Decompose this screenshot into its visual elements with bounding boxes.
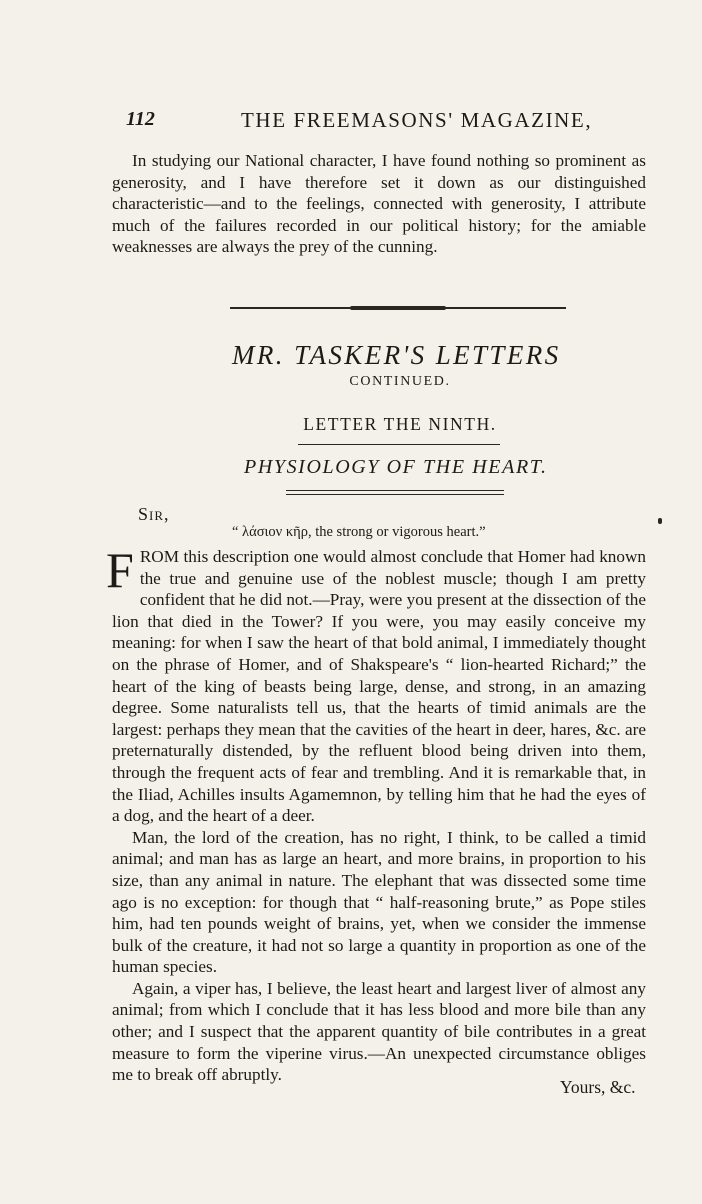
body-paragraph-3: Again, a viper has, I believe, the least heart and largest liver of almost any animal; from which I conclude that it has less blood and more bile than any other; and I suspect that the apparent quantity of bile contributes in a great measure to form the viperine virus.—An unexpected circumstance obliges me to break off abruptly. [112, 978, 646, 1085]
drop-cap: F [106, 542, 134, 598]
continued-label: CONTINUED. [349, 374, 451, 389]
letter-number: LETTER THE NINTH. [303, 414, 497, 434]
body-paragraph-1 [106, 542, 646, 827]
signoff: Yours, &c. [560, 1077, 636, 1097]
article-title: MR. TASKER'S LETTERS [232, 340, 561, 370]
subtitle-rule [286, 490, 504, 495]
intro-paragraph-block [112, 150, 646, 258]
title-rule [298, 444, 500, 445]
page-number: 112 [126, 108, 155, 130]
epigraph-quote: “ λάσιον κῆρ, the strong or vigorous heart.” [232, 524, 486, 540]
body-paragraph-1-text: ROM this description one would almost conclude that Homer had known the true and genuine use of the noblest muscle; though I am pretty confident that he did not.—Pray, were you present at the dissection of the lion that died in the Tower? If you were, you may easily conceive my meaning: for when I saw the heart of that bold animal, I immediately thought on the phrase of Homer, and of Shakspeare's “ lion-hearted Richard;” the heart of the king of beasts being large, dense, and strong, in an amazing degree. Some naturalists tell us, that the hearts of timid animals are the largest: perhaps they mean that the cavities of the heart in deer, hares, &c. are preternaturally distended, by the refluent blood being driven into them, through the frequent acts of fear and trembling. And it is remarkable that, in the Iliad, Achilles insults Agamemnon, by telling him that he had the eyes of a dog, and the heart of a deer. [112, 547, 646, 826]
section-divider [230, 307, 566, 309]
intro-paragraph: In studying our National character, I have found nothing so prominent as generosity, and I have therefore set it down as our distinguished characteristic—and to the feelings, connected with generosity, I attribute much of the failures recorded in our political history; for the amiable weaknesses are always the prey of the cunning. [112, 151, 646, 257]
salutation: Sir, [138, 504, 170, 524]
running-title: THE FREEMASONS' MAGAZINE, [241, 108, 593, 132]
letter-body [106, 542, 646, 1086]
article-subtitle: PHYSIOLOGY OF THE HEART. [244, 456, 548, 478]
print-mark [658, 518, 662, 524]
page-header [126, 108, 646, 138]
body-paragraph-2: Man, the lord of the creation, has no right, I think, to be called a timid animal; and man has as large an heart, and more brains, in proportion to his size, than any animal in nature. The elephant that was dissected some time ago is no exception: for though that “ half-reasoning brute,” as Pope stiles him, had ten pounds weight of brains, yet, when we consider the immense bulk of the creature, it had not so large a quantity in proportion as one of the human species. [112, 827, 646, 977]
